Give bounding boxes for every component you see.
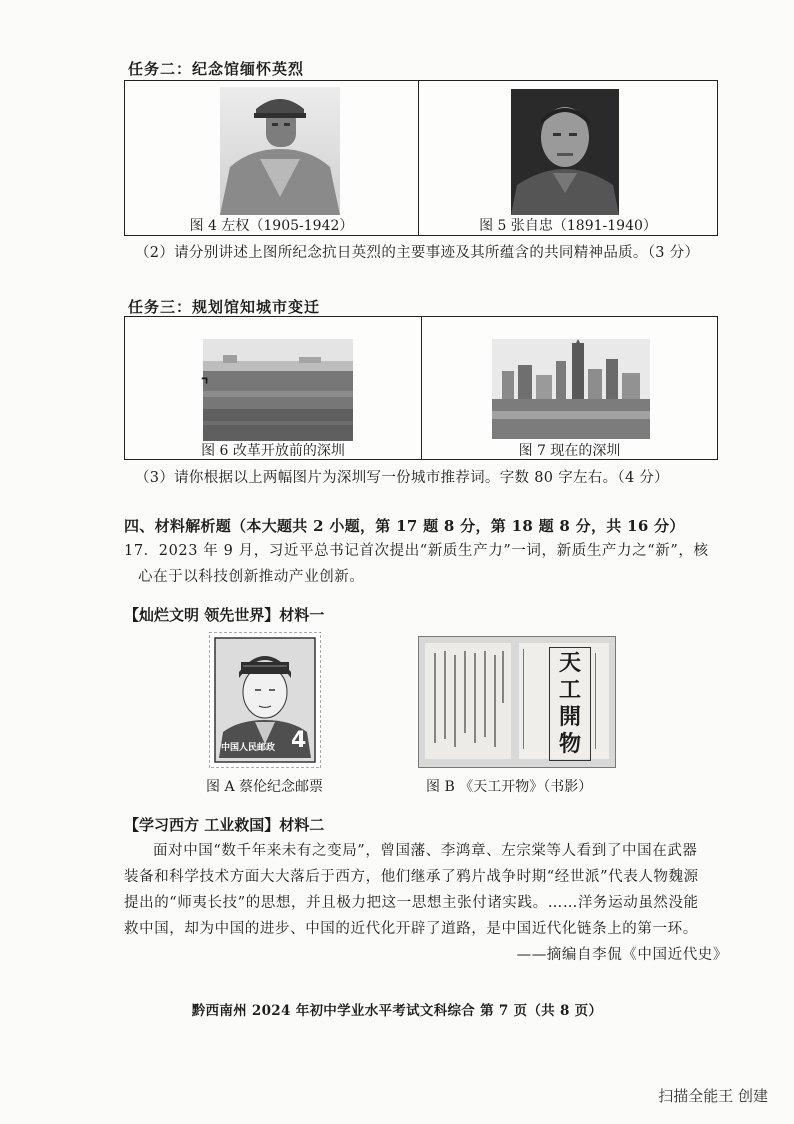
figure-4-cell <box>125 81 419 235</box>
cai-lun-stamp <box>209 632 321 768</box>
book-title-char: 開 <box>558 704 581 730</box>
book-title-label <box>549 647 591 761</box>
figure-6-cell <box>125 317 422 459</box>
book-title-char: 物 <box>558 731 581 757</box>
figure-box-shenzhen <box>124 316 718 460</box>
task3-title: 任务三：规划馆知城市变迁 <box>128 298 321 316</box>
book-left-page <box>425 643 511 759</box>
material-2-line-3: 提出的“师夷长技”的思想，并且极力把这一思想主张付诸实践。……洋务运动虽然没能 <box>124 895 699 911</box>
task2-title: 任务二：纪念馆缅怀英烈 <box>128 60 305 78</box>
book-margin-line <box>523 649 532 749</box>
material-2-source: ——摘编自李侃《中国近代史》 <box>516 947 728 963</box>
material-2-line-4: 救中国，却为中国的进步、中国的近代化开辟了道路，是中国近代化链条上的第一环。 <box>124 921 698 937</box>
material-2-line-2: 装备和科学技术方面大大落后于西方，他们继承了鸦片战争时期“经世派”代表人物魏源 <box>124 869 699 885</box>
figure-5-caption: 图 5 张自忠（1891-1940） <box>479 218 657 234</box>
stamp-value: 4 <box>291 728 307 753</box>
tiangong-kaiwu-book <box>418 636 616 768</box>
figure-box-heroes <box>124 80 718 236</box>
question-3: （3）请你根据以上两幅图片为深圳写一份城市推荐词。字数 80 字左右。（4 分） <box>135 470 669 486</box>
material-2-heading: 【学习西方 工业救国】材料二 <box>124 816 325 834</box>
section-4-heading: 四、材料解析题（本大题共 2 小题，第 17 题 8 分，第 18 题 8 分，共 16 分） <box>124 517 685 535</box>
photo-old-shenzhen <box>203 339 353 441</box>
material-2-line-1: 面对中国“数千年来未有之变局”，曾国藩、李鸿章、左宗棠等人看到了中国在武器 <box>153 843 698 859</box>
scanner-watermark: 扫描全能王 创建 <box>658 1087 768 1105</box>
book-right-line <box>595 653 604 749</box>
figure-7-cell <box>422 317 717 459</box>
q17-line-1: 17．2023 年 9 月，习近平总书记首次提出“新质生产力”一词，新质生产力之“新”，核 <box>124 543 709 559</box>
scan-mark: ⌝ <box>201 375 209 394</box>
portrait-zhang-zizhong <box>511 89 619 215</box>
page-footer: 黔西南州 2024 年初中学业水平考试文科综合 第 7 页（共 8 页） <box>191 1003 603 1019</box>
question-2: （2）请分别讲述上图所纪念抗日英烈的主要事迹及其所蕴含的共同精神品质。（3 分） <box>135 245 700 261</box>
figure-4-caption: 图 4 左权（1905-1942） <box>189 218 354 234</box>
book-title-char: 工 <box>558 677 581 703</box>
figure-6-caption: 图 6 改革开放前的深圳 <box>201 443 345 459</box>
figure-b-caption: 图 B 《天工开物》（书影） <box>426 779 593 795</box>
photo-modern-shenzhen <box>492 339 650 439</box>
book-title-char: 天 <box>558 650 581 676</box>
stamp-issuer-text: 中国人民邮政 <box>221 743 276 753</box>
material-1-heading: 【灿烂文明 领先世界】材料一 <box>124 606 325 624</box>
figure-5-cell <box>419 81 717 235</box>
portrait-zuo-quan <box>220 87 340 215</box>
book-right-page <box>519 643 609 759</box>
figure-7-caption: 图 7 现在的深圳 <box>518 443 621 459</box>
figure-a-caption: 图 A 蔡伦纪念邮票 <box>206 779 324 795</box>
q17-line-2: 心在于以科技创新推动产业创新。 <box>138 569 365 585</box>
